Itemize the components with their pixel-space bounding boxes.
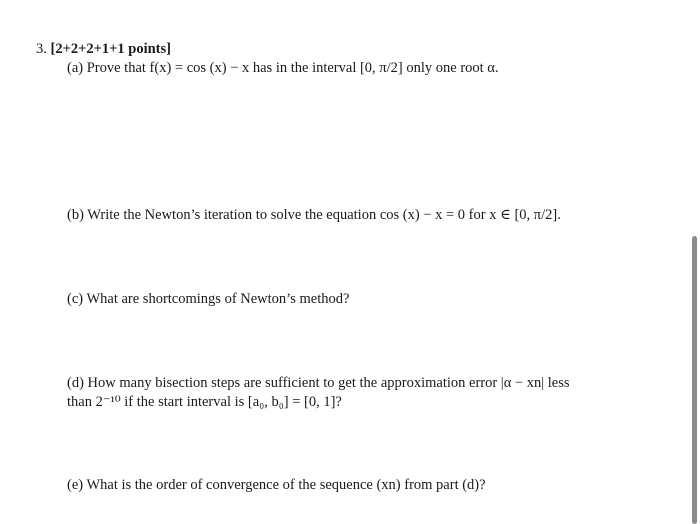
part-b-text: (b) Write the Newton’s iteration to solve the equation cos (x) − x = 0 for x ∈ [0, π/2]. xyxy=(67,207,561,223)
part-d-line2: than 2⁻¹⁰ if the start interval is [a₀, b₀] = [0, 1]? xyxy=(67,394,342,410)
part-a-text: (a) Prove that f(x) = cos (x) − x has in the interval [0, π/2] only one root α. xyxy=(67,60,499,76)
part-c-text: (c) What are shortcomings of Newton’s method? xyxy=(67,291,350,307)
vertical-scrollbar[interactable] xyxy=(692,236,697,524)
question-header xyxy=(36,40,171,58)
part-d-line1: (d) How many bisection steps are sufficient to get the approximation error |α − xn| less xyxy=(67,375,570,391)
question-number: 3. xyxy=(36,41,47,57)
question-points: [2+2+2+1+1 points] xyxy=(50,41,171,57)
part-e-text: (e) What is the order of convergence of the sequence (xn) from part (d)? xyxy=(67,477,486,493)
